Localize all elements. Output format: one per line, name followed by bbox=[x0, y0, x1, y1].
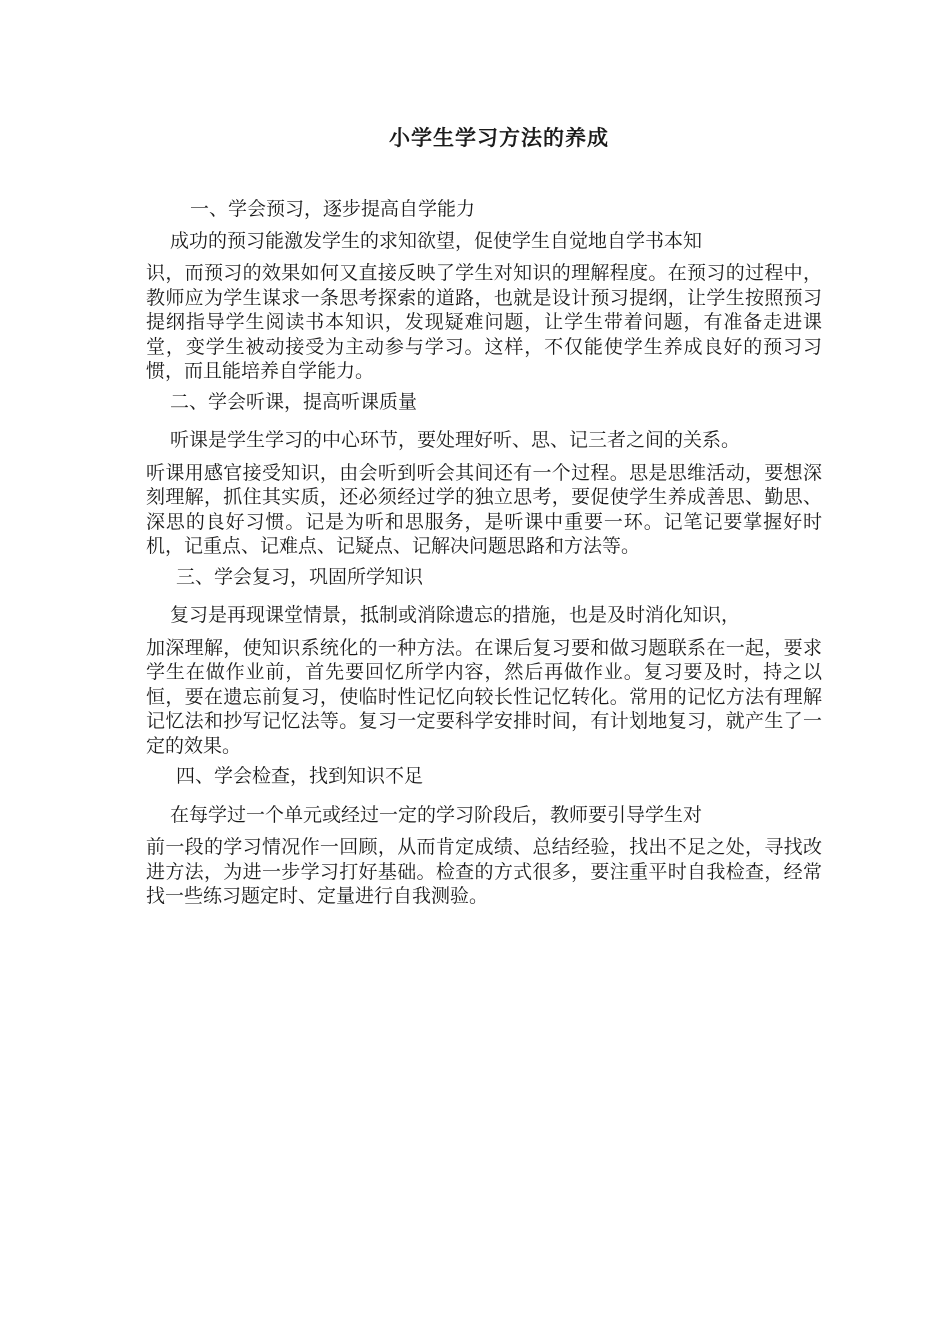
section-review bbox=[146, 565, 822, 759]
paragraph-text: 加深理解，使知识系统化的一种方法。在课后复习要和做习题联系在一起，要求学生在做作业前，首先要回忆所学内容，然后再做作业。复习要及时，持之以恒，要在遗忘前复习，使临时性记忆向较长性记忆转化。常用的记忆方法有理解记忆法和抄写记忆法等。复习一定要科学安排时间，有计划地复习，就产生了一定的效果。 bbox=[146, 636, 822, 757]
document-title: 小学生学习方法的养成 bbox=[389, 125, 609, 150]
section-heading: 四、学会检查，找到知识不足 bbox=[176, 765, 424, 787]
section-checking bbox=[146, 764, 822, 909]
section-heading: 一、学会预习，逐步提高自学能力 bbox=[190, 198, 476, 220]
paragraph-first-line: 成功的预习能激发学生的求知欲望，促使学生自觉地自学书本知 bbox=[170, 229, 703, 252]
paragraph-first-line: 复习是再现课堂情景，抵制或消除遗忘的措施，也是及时消化知识， bbox=[170, 604, 741, 626]
section-preview bbox=[146, 197, 822, 384]
paragraph-first-line: 在每学过一个单元或经过一定的学习阶段后，教师要引导学生对 bbox=[170, 803, 703, 826]
paragraph-text: 听课用感官接受知识，由会听到听会其间还有一个过程。思是思维活动，要想深刻理解，抓住其实质，还必须经过学的独立思考，要促使学生养成善思、勤思、深思的良好习惯。记是为听和思服务，是听课中重要一环。记笔记要掌握好时机，记重点、记难点、记疑点、记解决问题思路和方法等。 bbox=[146, 461, 822, 557]
section-heading: 三、学会复习，巩固所学知识 bbox=[176, 565, 424, 588]
paragraph-text: 前一段的学习情况作一回顾，从而肯定成绩、总结经验，找出不足之处，寻找改进方法，为进一步学习打好基础。检查的方式很多，要注重平时自我检查，经常找一些练习题定时、定量进行自我测验。 bbox=[146, 836, 822, 907]
section-listening bbox=[146, 390, 822, 559]
paragraph-text: 识，而预习的效果如何又直接反映了学生对知识的理解程度。在预习的过程中，教师应为学生谋求一条思考探索的道路，也就是设计预习提纲，让学生按照预习提纲指导学生阅读书本知识，发现疑难问题，让学生带着问题，有准备走进课堂，变学生被动接受为主动参与学习。这样，不仅能使学生养成良好的预习习惯，而且能培养自学能力。 bbox=[146, 262, 822, 382]
paragraph-first-line: 听课是学生学习的中心环节，要处理好听、思、记三者之间的关系。 bbox=[170, 429, 741, 451]
section-heading: 二、学会听课，提高听课质量 bbox=[170, 390, 418, 413]
document-body bbox=[146, 197, 822, 915]
